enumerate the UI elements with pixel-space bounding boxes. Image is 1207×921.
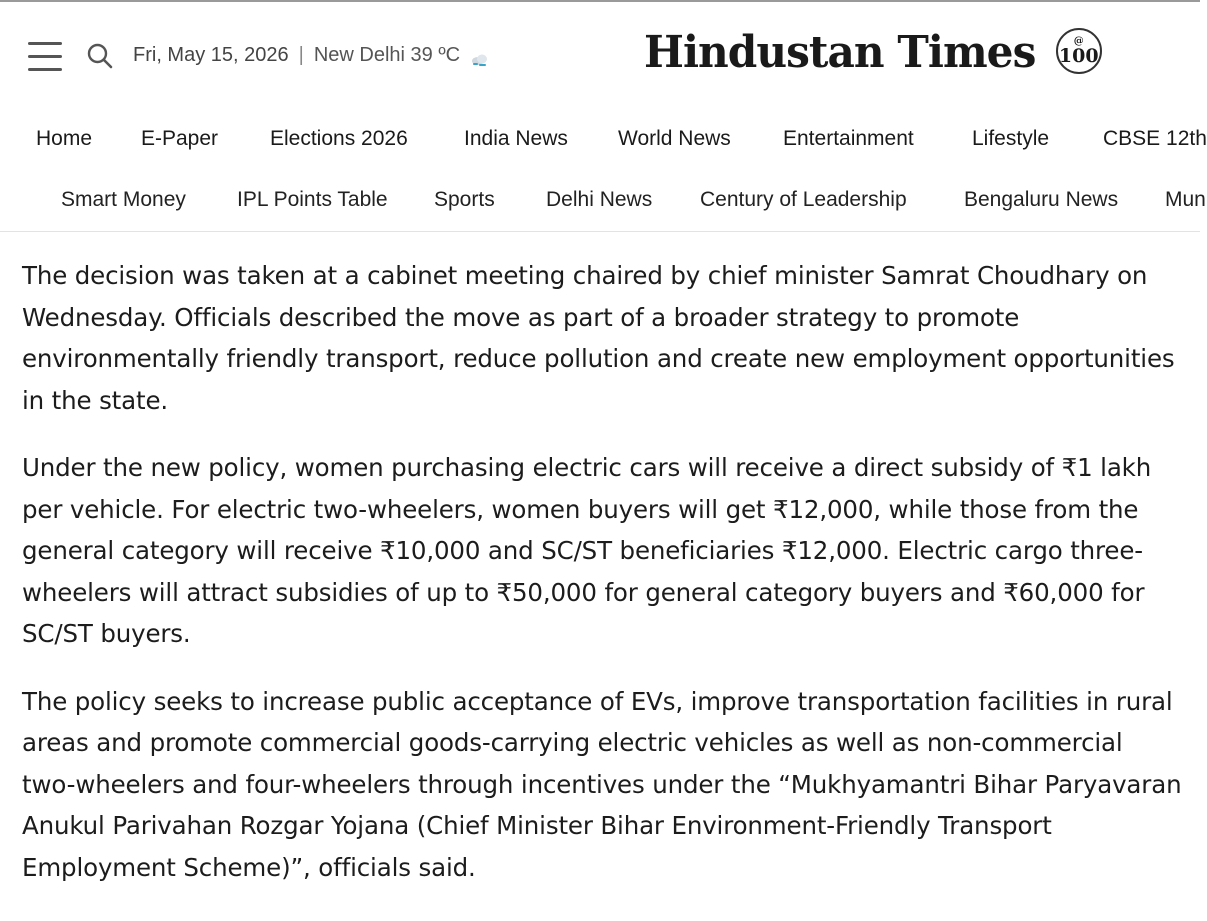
primary-nav [0,106,1207,168]
centenary-badge [1056,28,1102,74]
nav-bengaluru-news[interactable]: Bengaluru News [964,188,1119,211]
hamburger-menu-icon[interactable] [28,42,62,72]
site-header [0,2,1200,106]
nav-delhi-news[interactable]: Delhi News [546,188,653,211]
nav-elections-2026[interactable]: Elections 2026 [270,127,408,150]
article-paragraph: Under the new policy, women purchasing electric cars will receive a direct subsidy of ₹1 lakh per vehicle. For electric two-wheelers, women buyers will get ₹12,000, while those from the general category will receive ₹10,000 and SC/ST beneficiaries ₹12,000. Electric cargo three-wheelers will attract subsidies of up to ₹50,000 for general category buyers and ₹60,000 for SC/ST buyers. [22,453,1152,648]
nav-smart-money[interactable]: Smart Money [61,188,186,211]
nav-world-news[interactable]: World News [618,127,731,150]
nav-sports[interactable]: Sports [434,188,495,211]
nav-entertainment[interactable]: Entertainment [783,127,914,150]
current-date: Fri, May 15, 2026 [133,44,289,66]
badge-at: @ [1073,35,1084,47]
secondary-nav [0,168,1206,232]
logo-wordmark: Hindustan Times [644,27,1036,78]
article-paragraph: The decision was taken at a cabinet meeting chaired by chief minister Samrat Choudhary on Wednesday. Officials described the move as part of a broader strategy to promote environmentally friendly transport, reduce pollution and create new employment opportunities in the state. [22,261,1175,415]
nav-ipl-points-table[interactable]: IPL Points Table [237,188,388,211]
nav-home[interactable]: Home [36,127,93,150]
badge-number: 100 [1058,44,1099,67]
nav-lifestyle[interactable]: Lifestyle [972,127,1050,150]
date-weather-bar [133,44,490,67]
nav-cbse-12th[interactable]: CBSE 12th [1103,127,1207,150]
nav-mumbai-news[interactable]: Mun [1165,188,1206,211]
article-body [22,255,1182,888]
nav-century-of-leadership[interactable]: Century of Leadership [700,188,907,211]
nav-epaper[interactable]: E-Paper [141,127,219,150]
weather-text: New Delhi 39 ºC [313,44,461,66]
search-icon[interactable] [86,42,114,70]
nav-india-news[interactable]: India News [464,127,568,150]
site-logo[interactable] [644,27,1102,78]
article-paragraph: The policy seeks to increase public acceptance of EVs, improve transportation facilities in rural areas and promote commercial goods-carrying electric vehicles as well as non-commercial two-wheelers and four-wheelers through incentives under the “Mukhyamantri Bihar Paryavaran Anukul Parivahan Rozgar Yojana (Chief Minister Bihar Environment-Friendly Transport Employment Scheme)”, officials said. [22,686,1182,882]
cloud-icon [470,49,490,63]
separator: | [298,44,304,66]
